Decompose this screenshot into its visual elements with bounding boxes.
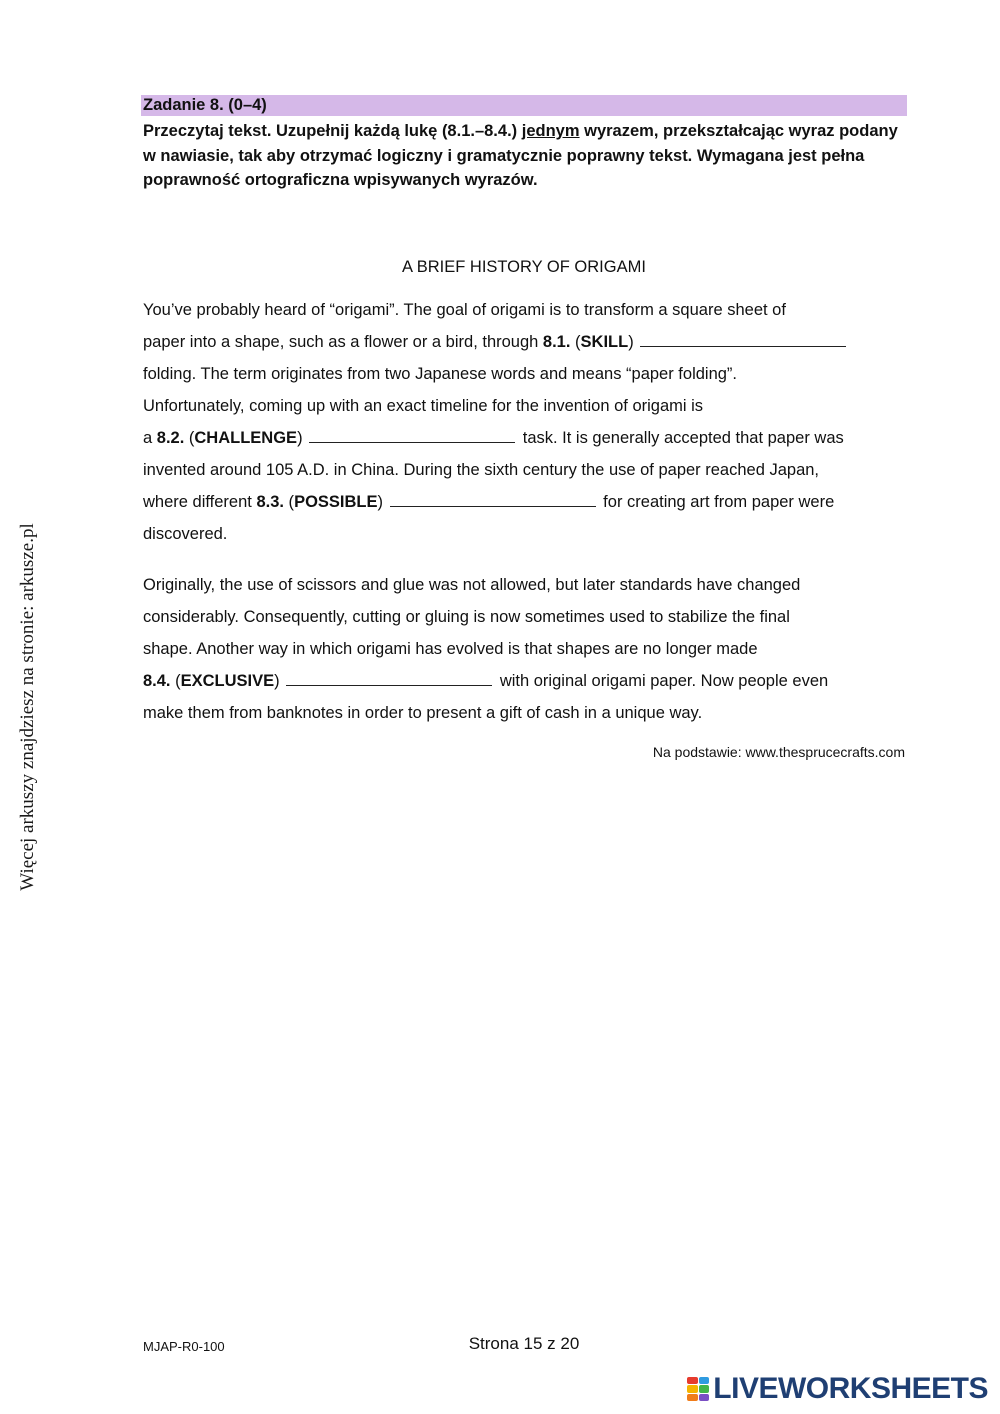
text-line: where different 8.3. (POSSIBLE) for creating art from paper were: [143, 493, 835, 511]
gap-number: 8.4.: [143, 672, 171, 690]
text-line: folding. The term originates from two Japanese words and means “paper folding”.: [143, 365, 738, 383]
text-line: You’ve probably heard of “origami”. The goal of origami is to transform a square sheet of: [143, 301, 786, 319]
logo-tile: [699, 1377, 710, 1384]
logo-tile: [687, 1377, 698, 1384]
article-paragraph-2: [143, 569, 913, 729]
gap-8-1-blank[interactable]: [640, 345, 846, 347]
gap-number: 8.1.: [542, 333, 571, 351]
exam-code: MJAP-R0-100: [143, 1339, 225, 1354]
gap-base-word: EXCLUSIVE: [180, 672, 275, 690]
logo-tile: [699, 1394, 710, 1401]
task-instruction: [143, 119, 913, 193]
text-line: Originally, the use of scissors and glue was not allowed, but later standards have changed: [143, 576, 801, 594]
source-citation: Na podstawie: www.thesprucecrafts.com: [652, 744, 905, 760]
liveworksheets-wordmark: LIVEWORKSHEETS: [713, 1372, 988, 1405]
text-line: shape. Another way in which origami has evolved is that shapes are no longer made: [143, 640, 758, 658]
text-fragment: paper into a shape, such as a flower or a bird, through: [143, 333, 543, 351]
gap-base-word: POSSIBLE: [294, 493, 378, 511]
text-line: 8.4. (EXCLUSIVE) with original origami paper. Now people even: [143, 672, 829, 690]
sidebar-watermark-text: Więcej arkuszy znajdziesz na stronie: arkusze.pl: [17, 523, 38, 891]
instruction-underlined-word: jednym: [521, 122, 580, 140]
gap-number: 8.2.: [156, 429, 185, 447]
text-fragment: for creating art from paper were: [598, 493, 835, 511]
text-fragment: a: [143, 429, 157, 447]
gap-number: 8.3.: [256, 493, 284, 511]
gap-base-word: SKILL: [580, 333, 629, 351]
liveworksheets-logo-icon: [687, 1377, 709, 1401]
text-fragment: task. It is generally accepted that paper was: [518, 429, 844, 447]
text-line: a 8.2. (CHALLENGE) task. It is generally accepted that paper was: [143, 429, 844, 447]
text-line: invented around 105 A.D. in China. During the sixth century the use of paper reached Japan,: [143, 461, 820, 479]
gap-base-word: CHALLENGE: [194, 429, 298, 447]
logo-tile: [699, 1385, 710, 1392]
text-fragment: with original origami paper. Now people even: [495, 672, 829, 690]
article-title: A BRIEF HISTORY OF ORIGAMI: [402, 258, 646, 276]
text-line: paper into a shape, such as a flower or a bird, through 8.1. (SKILL): [143, 326, 913, 358]
text-line: Unfortunately, coming up with an exact timeline for the invention of origami is: [143, 397, 704, 415]
gap-8-2-blank[interactable]: [309, 441, 515, 443]
instruction-text-1: Przeczytaj tekst. Uzupełnij każdą lukę (8.1.–8.4.): [143, 122, 522, 140]
logo-tile: [687, 1385, 698, 1392]
logo-tile: [687, 1394, 698, 1401]
article-paragraph-1: [143, 294, 913, 550]
text-line: make them from banknotes in order to present a gift of cash in a unique way.: [143, 704, 703, 722]
gap-8-3-blank[interactable]: [390, 505, 596, 507]
text-line: considerably. Consequently, cutting or gluing is now sometimes used to stabilize the final: [143, 608, 790, 626]
instruction-text-2: wyrazem, przekształcając wyraz podany w nawiasie, tak aby otrzymać logiczny i gramatycznie poprawny tekst. Wymagana jest pełna poprawność ortograficzna wpisywanych wyrazów.: [143, 122, 898, 189]
task-header: Zadanie 8. (0–4): [141, 95, 907, 116]
text-line: discovered.: [143, 525, 228, 543]
gap-8-4-blank[interactable]: [286, 684, 492, 686]
page-number: Strona 15 z 20: [468, 1334, 580, 1353]
text-fragment: where different: [143, 493, 257, 511]
liveworksheets-logo: [687, 1372, 988, 1406]
